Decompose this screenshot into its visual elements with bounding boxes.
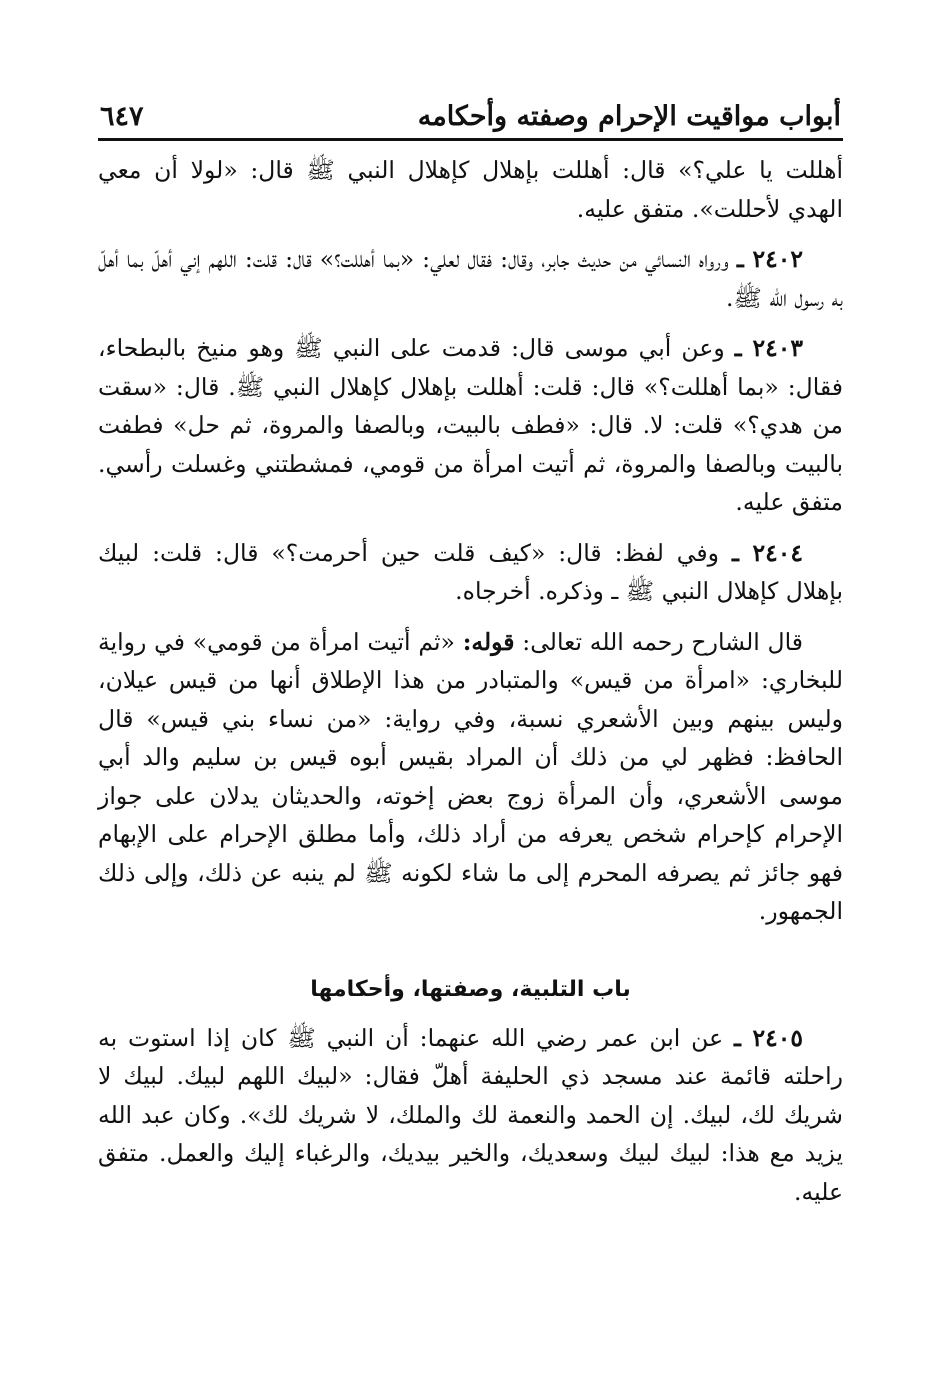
hadith-text: وعن أبي موسى قال: قدمت على النبي ﷺ وهو منيخ بالبطحاء، فقال: «بما أهللت؟» قال: قلت: أهللت بإهلال كإهلال النبي ﷺ. قال: «سقت من هدي؟» قلت: لا. قال: «فطف بالبيت، وبالصفا والمروة، ثم حل» فطفت بالبيت وبالصفا والمروة، ثم أتيت امرأة من قومي، فمشطتني وغسلت رأسي. متفق عليه. — [98, 334, 843, 516]
hadith-number: ٢٤٠٥ ـ — [734, 1023, 803, 1052]
paragraph-continuation — [98, 151, 843, 228]
hadith-text: ورواه النسائي من حديث جابر، وقال: فقال لعلي: «بما أهللت؟» قال: قلت: اللهم إني أهلّ بما أهلّ به رسول الله ﷺ. — [98, 245, 843, 312]
page-header — [98, 88, 843, 141]
hadith-2405 — [98, 1019, 843, 1212]
hadith-2402 — [98, 240, 843, 317]
commentary-paragraph — [98, 623, 843, 931]
hadith-number: ٢٤٠٢ ـ — [736, 245, 803, 273]
page-content — [98, 141, 843, 1211]
paragraph-text: أهللت يا علي؟» قال: أهللت بإهلال كإهلال النبي ﷺ قال: «لولا أن معي الهدي لأحللت». متفق عليه. — [98, 156, 843, 223]
hadith-2404 — [98, 534, 843, 611]
page-number: ٦٤٧ — [100, 101, 144, 132]
hadith-2403 — [98, 329, 843, 522]
hadith-text: وفي لفظ: قال: «كيف قلت حين أحرمت؟» قال: قلت: لبيك بإهلال كإهلال النبي ﷺ ـ وذكره. أخرجاه. — [98, 538, 843, 605]
hadith-number: ٢٤٠٤ ـ — [731, 538, 803, 567]
commentary-keyword: قوله: — [462, 627, 515, 656]
running-title: أبواب مواقيت الإحرام وصفته وأحكامه — [417, 101, 841, 132]
commentary-intro: قال الشارح رحمه الله تعالى: — [522, 627, 803, 656]
section-heading: باب التلبية، وصفتها، وأحكامها — [310, 976, 631, 1002]
hadith-text: عن ابن عمر رضي الله عنهما: أن النبي ﷺ كان إذا استوت به راحلته قائمة عند مسجد ذي الحليفة أهلّ فقال: «لبيك اللهم لبيك. لبيك لا شريك لك، لبيك. إن الحمد والنعمة لك والملك، لا شريك لك». وكان عبد الله يزيد مع هذا: لبيك لبيك وسعديك، والخير بيديك، والرغباء إليك والعمل. متفق عليه. — [98, 1023, 843, 1206]
commentary-text: «ثم أتيت امرأة من قومي» في رواية للبخاري: «امرأة من قيس» والمتبادر من هذا الإطلاق أنها من قيس عيلان، وليس بينهم وبين الأشعري نسبة، وفي رواية: «من نساء بني قيس» قال الحافظ: فظهر لي من ذلك أن المراد بقيس أبوه قيس بن سليم والد أبي موسى الأشعري، وأن المرأة زوج بعض إخوته، والحديثان يدلان على جواز الإحرام كإحرام شخص يعرفه من أراد ذلك، وأما مطلق الإحرام على الإبهام فهو جائز ثم يصرفه المحرم إلى ما شاء لكونه ﷺ لم ينبه عن ذلك، وإلى ذلك الجمهور. — [98, 627, 843, 925]
hadith-number: ٢٤٠٣ ـ — [734, 334, 803, 362]
